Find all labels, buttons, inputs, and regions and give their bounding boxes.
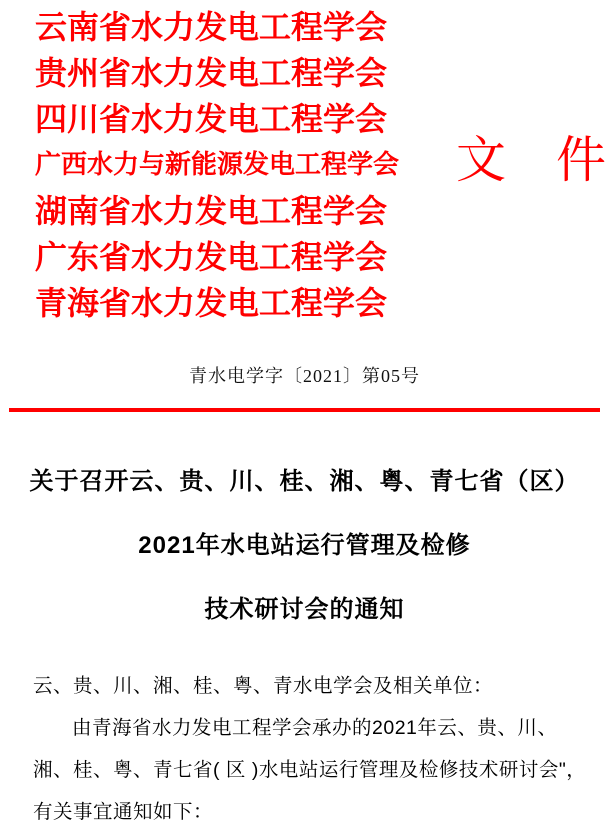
body-paragraph-line: 有关事宜通知如下： (33, 801, 214, 823)
letterhead-org-name: 广西水力与新能源发电工程学会 (35, 150, 400, 179)
letterhead-org-name: 湖南省水力发电工程学会 (35, 193, 388, 229)
document-body (33, 665, 587, 833)
letterhead-org-name: 云南省水力发电工程学会 (35, 9, 388, 45)
body-paragraph-line: 由青海省水力发电工程学会承办的2021年云、贵、川、 (72, 717, 558, 739)
document-title-line: 关于召开云、贵、川、桂、湘、粤、青七省（区） (29, 468, 580, 495)
letterhead-org-list (35, 4, 399, 326)
letterhead-org-name: 四川省水力发电工程学会 (35, 101, 388, 137)
document-type-label: 文 件 (456, 132, 606, 188)
document-title (0, 468, 609, 660)
red-divider-rule (9, 408, 600, 412)
body-paragraph-line: 湘、桂、粤、青七省( 区 )水电站运行管理及检修技术研讨会"， (33, 759, 587, 781)
body-salutation: 云、贵、川、湘、桂、粤、青水电学会及相关单位： (33, 675, 494, 697)
letterhead-org-name: 青海省水力发电工程学会 (35, 285, 388, 321)
document-title-line: 技术研讨会的通知 (204, 596, 405, 623)
letterhead-org-name: 广东省水力发电工程学会 (35, 239, 388, 275)
document-number: 青水电学字〔2021〕第05号 (189, 366, 420, 386)
letterhead-org-name: 贵州省水力发电工程学会 (35, 55, 388, 91)
document-title-line: 2021年水电站运行管理及检修 (138, 532, 471, 559)
